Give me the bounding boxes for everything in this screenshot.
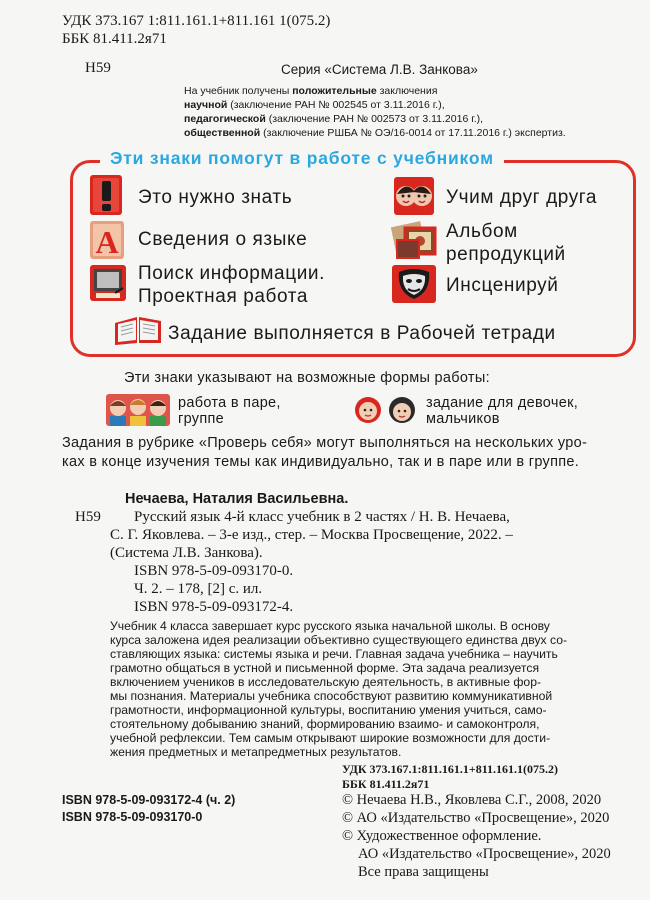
check-note-line-1: Задания в рубрике «Проверь себя» могут выполняться на нескольких уро- (62, 435, 588, 451)
theatre-mask-icon (391, 264, 437, 304)
copyright-line: АО «Издательство «Просвещение», 2020 (358, 846, 611, 862)
approval-public: общественной (заключение РШБА № ОЭ/16-0014 от 17.11.2016 г.) экспертиз. (184, 127, 566, 139)
gender-work-label: задание для девочек, мальчиков (426, 395, 579, 427)
annotation-line: учебной рефлексии. Тем самым открывают широкие возможности для дости- (110, 731, 551, 745)
girl-boy-icon (350, 394, 420, 426)
copyright-line: Все права защищены (358, 864, 489, 880)
annotation-line: включением учеников в исследовательскую деятельность, в активные фор- (110, 675, 542, 689)
biblio-line: С. Г. Яковлева. – 3-е изд., стер. – Москва Просвещение, 2022. – (110, 527, 513, 543)
udk-bottom: УДК 373.167.1:811.161.1+811.161.1(075.2) (342, 762, 559, 776)
monitor-icon (88, 263, 128, 303)
copyright-line: © АО «Издательство «Просвещение», 2020 (342, 810, 610, 826)
pair-work-label: работа в паре, группе (178, 395, 281, 427)
copyright-line: © Художественное оформление. (342, 828, 542, 844)
udk-code: УДК 373.167 1:811.161.1+811.161 1(075.2) (62, 13, 331, 29)
bbk-code: ББК 81.411.2я71 (62, 31, 167, 47)
group-children-icon (106, 394, 170, 426)
annotation-line: грамотности, информационной культуры, воспитанию умения учиться, само- (110, 703, 547, 717)
bbk-bottom: ББК 81.411.2я71 (342, 777, 430, 791)
legend-label-workbook: Задание выполняется в Рабочей тетради (168, 323, 556, 344)
biblio-mark: Н59 (75, 509, 101, 525)
open-book-icon (113, 313, 163, 347)
series-title: Серия «Система Л.В. Занкова» (281, 62, 478, 77)
annotation-line: мы познания. Материалы учебника способствуют развитию коммуникативной (110, 689, 553, 703)
isbn-set: ISBN 978-5-09-093170-0 (62, 810, 203, 824)
legend-label-search: Поиск информации. Проектная работа (138, 263, 326, 307)
legend-title: Эти знаки помогут в работе с учебником (100, 148, 504, 169)
svg-text:А: А (95, 224, 119, 260)
masks-faces-icon (393, 176, 435, 216)
annotation-line: ставляющих языка: системы языка и речи. Главная задача учебника – научить (110, 647, 558, 661)
isbn-part-2: ISBN 978-5-09-093172-4 (ч. 2) (62, 793, 236, 807)
author-mark: Н59 (85, 60, 111, 76)
legend-label-teach: Учим друг друга (446, 187, 598, 208)
approval-pedagogical: педагогической (заключение РАН № 002573 от 3.11.2016 г.), (184, 113, 484, 125)
exclamation-icon (89, 174, 123, 216)
legend-label-album: Альбом репродукций (446, 221, 566, 265)
annotation-line: стоятельному добыванию знаний, формированию взаимо- и самоконтроля, (110, 717, 540, 731)
annotation-line: грамотно общаться в устной и письменной форме. Эта задача реализуется (110, 661, 540, 675)
biblio-isbn-line: ISBN 978-5-09-093172-4. (134, 599, 294, 615)
letter-a-icon (88, 220, 126, 260)
biblio-isbn-line: ISBN 978-5-09-093170-0. (134, 563, 294, 579)
copyright-line: © Нечаева Н.В., Яковлева С.Г., 2008, 2020 (342, 792, 602, 808)
biblio-line: Русский язык 4-й класс учебник в 2 частях / Н. В. Нечаева, (134, 509, 510, 525)
legend-label-language: Сведения о языке (138, 229, 308, 250)
work-forms-intro: Эти знаки указывают на возможные формы работы: (124, 370, 490, 386)
annotation-line: курса заложена идея реализации объективно существующего единства двух со- (110, 633, 568, 647)
approval-scientific: научной (заключение РАН № 002545 от 3.11.2016 г.), (184, 99, 445, 111)
biblio-line: (Система Л.В. Занкова). (110, 545, 263, 561)
annotation-line: Учебник 4 класса завершает курс русского языка начальной школы. В основу (110, 619, 550, 633)
picture-album-icon (391, 218, 437, 262)
approvals-intro: На учебник получены положительные заключения (184, 85, 438, 97)
biblio-isbn-line: Ч. 2. – 178, [2] с. ил. (134, 581, 263, 597)
legend-label-perform: Инсценируй (446, 275, 559, 296)
biblio-author: Нечаева, Наталия Васильевна. (125, 491, 349, 507)
check-note-line-2: ках в конце изучения темы как индивидуально, так и в паре или в группе. (62, 454, 580, 470)
legend-label-know: Это нужно знать (138, 187, 293, 208)
annotation-line: жения предметных и метапредметных результатов. (110, 745, 402, 759)
